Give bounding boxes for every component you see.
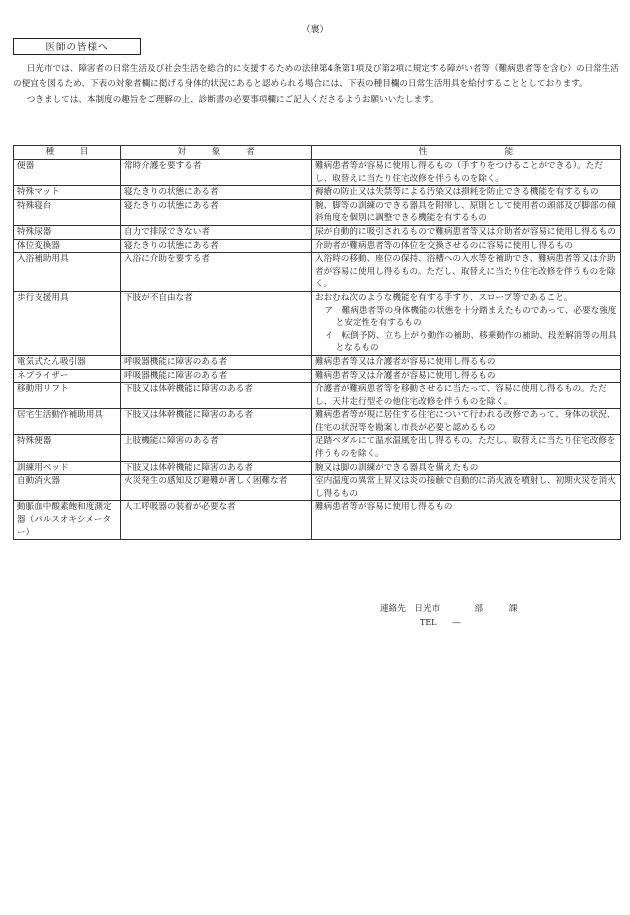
- target-cell: 下肢又は体幹機能に障害のある者: [121, 409, 312, 435]
- table-row: [14, 291, 621, 355]
- performance-cell: 難病患者等が容易に使用し得るもの: [312, 501, 621, 540]
- header-performance: 性 能: [312, 146, 621, 160]
- table-row: [14, 475, 621, 501]
- intro-paragraph-1: 日光市では、障害者の日常生活及び社会生活を総合的に支援するための法律第4条第1項及び第2項に規定する障がい者等（難病患者等を含む）の日常生活の便宜を図るため、下表の対象者欄に掲げる身体的状況にあると認められる場合には、下表の種目欄の日常生活用具を給付することとしております。: [13, 64, 619, 89]
- target-cell: 上肢機能に障害のある者: [121, 435, 312, 461]
- performance-cell: 腕又は脚の訓練ができる器具を備えたもの: [312, 461, 621, 475]
- table-row: [14, 355, 621, 369]
- target-cell: 常時介護を要する者: [121, 160, 312, 186]
- performance-cell: 介護者が難病患者等を移動させるに当たって、容易に使用し得るもの。ただし、天井走行型その他住宅改修を伴うものを除く。: [312, 383, 621, 409]
- intro-text: [13, 62, 621, 108]
- table-row: [14, 225, 621, 239]
- item-cell: 入浴補助用具: [14, 253, 121, 292]
- table-header-row: [14, 146, 621, 160]
- performance-cell: 難病患者等が容易に使用し得るもの（手すりをつけることができる）。ただし、取替えに当たり住宅改修を伴うものを除く。: [312, 160, 621, 186]
- item-cell: 動脈血中酸素飽和度測定器（パルスオキシメーター）: [14, 501, 121, 540]
- item-cell: 居宅生活動作補助用具: [14, 409, 121, 435]
- item-cell: 電気式たん吸引器: [14, 355, 121, 369]
- tel-line: TEL ―: [420, 618, 461, 627]
- target-cell: 下肢が不自由な者: [121, 291, 312, 355]
- target-cell: 寝たきりの状態にある者: [121, 239, 312, 253]
- performance-cell: 難病患者等又は介護者が容易に使用し得るもの: [312, 355, 621, 369]
- target-cell: 寝たきりの状態にある者: [121, 186, 312, 200]
- contact-line: 連絡先 日光市 部 課: [380, 604, 518, 614]
- item-cell: 自動消火器: [14, 475, 121, 501]
- item-cell: 体位変換器: [14, 239, 121, 253]
- performance-cell: 褥瘡の防止又は失禁等による汚染又は損耗を防止できる機能を有するもの: [312, 186, 621, 200]
- item-cell: 特殊尿器: [14, 225, 121, 239]
- target-cell: 人工呼吸器の装着が必要な者: [121, 501, 312, 540]
- table-row: [14, 501, 621, 540]
- equipment-table: [13, 145, 621, 540]
- item-cell: 特殊マット: [14, 186, 121, 200]
- heading-to-doctors: 医師の皆様へ: [13, 38, 141, 55]
- table-row: [14, 239, 621, 253]
- performance-subitem: イ 転倒予防、立ち上がり動作の補助、移乗動作の補助、段差解消等の用具となるもの: [324, 330, 617, 354]
- performance-cell: 腕、脚等の訓練のできる器具を附帯し、原則として使用者の頭部及び脚部の傾斜角度を個別に調整できる機能を有するもの: [312, 199, 621, 225]
- table-row: [14, 369, 621, 383]
- performance-cell: 尿が自動的に吸引されるもので難病患者等又は介助者が容易に使用し得るもの: [312, 225, 621, 239]
- intro-paragraph-2: つきましては、本制度の趣旨をご理解の上、診断書の必要事項欄にご記入くださるようお願いいたします。: [26, 95, 439, 105]
- performance-cell: 難病患者等が現に居住する住宅について行われる改修であって、身体の状況、住宅の状況等を勘案し市長が必要と認めるもの: [312, 409, 621, 435]
- performance-cell: 足踏ペダルにて温水温風を出し得るもの。ただし、取替えに当たり住宅改修を伴うものを除く。: [312, 435, 621, 461]
- table-row: [14, 199, 621, 225]
- target-cell: 下肢又は体幹機能に障害のある者: [121, 383, 312, 409]
- table-row: [14, 253, 621, 292]
- performance-cell: 難病患者等又は介護者が容易に使用し得るもの: [312, 369, 621, 383]
- target-cell: 入浴に介助を要する者: [121, 253, 312, 292]
- target-cell: 自力で排尿できない者: [121, 225, 312, 239]
- target-cell: 寝たきりの状態にある者: [121, 199, 312, 225]
- item-cell: 歩行支援用具: [14, 291, 121, 355]
- table-row: [14, 160, 621, 186]
- performance-cell: 室内温度の異常上昇又は炎の接触で自動的に消火液を噴射し、初期火災を消火し得るもの: [312, 475, 621, 501]
- performance-cell: 入浴時の移動、座位の保持、浴槽への入水等を補助でき、難病患者等又は介助者が容易に使用し得るもの。ただし、取替えに当たり住宅改修を伴うものを除く。: [312, 253, 621, 292]
- performance-cell: 介助者が難病患者等の体位を交換させるのに容易に使用し得るもの: [312, 239, 621, 253]
- item-cell: 特殊寝台: [14, 199, 121, 225]
- header-item: 種 目: [14, 146, 121, 160]
- table-row: [14, 409, 621, 435]
- item-cell: 特殊便器: [14, 435, 121, 461]
- item-cell: ネブライザー: [14, 369, 121, 383]
- item-cell: 移動用リフト: [14, 383, 121, 409]
- performance-text: おおむね次のような機能を有する手すり、スロープ等であること。: [315, 292, 573, 303]
- table-row: [14, 186, 621, 200]
- target-cell: 火災発生の感知及び避難が著しく困難な者: [121, 475, 312, 501]
- page-side-mark: （裏）: [301, 25, 329, 35]
- target-cell: 下肢又は体幹機能に障害のある者: [121, 461, 312, 475]
- target-cell: 呼吸器機能に障害のある者: [121, 355, 312, 369]
- table-row: [14, 435, 621, 461]
- performance-cell: [312, 291, 621, 355]
- performance-subitem: ア 難病患者等の身体機能の状態を十分踏まえたものであって、必要な強度と安定性を有するもの: [324, 305, 617, 329]
- header-target: 対 象 者: [121, 146, 312, 160]
- table-row: [14, 461, 621, 475]
- table-row: [14, 383, 621, 409]
- item-cell: 訓練用ベッド: [14, 461, 121, 475]
- item-cell: 便器: [14, 160, 121, 186]
- target-cell: 呼吸器機能に障害のある者: [121, 369, 312, 383]
